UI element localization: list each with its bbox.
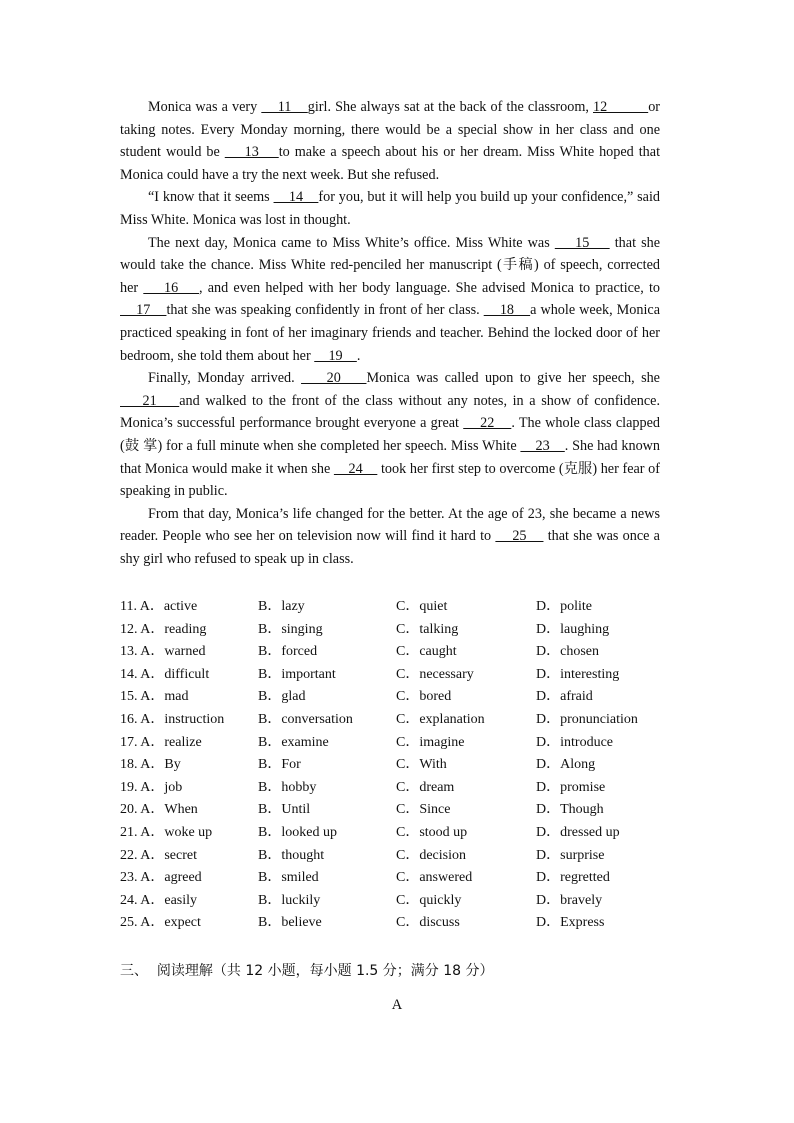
option-row bbox=[120, 754, 680, 777]
option-letter: B． bbox=[258, 666, 282, 682]
blank-17: 17 bbox=[120, 302, 167, 319]
option-b bbox=[258, 799, 396, 822]
option-d bbox=[536, 754, 676, 777]
option-text: active bbox=[163, 599, 198, 614]
option-row bbox=[120, 867, 680, 890]
option-a bbox=[120, 619, 258, 642]
option-letter: B． bbox=[258, 802, 282, 818]
question-number: 11. bbox=[120, 599, 137, 614]
blank-24: 24 bbox=[333, 460, 378, 477]
option-letter: A． bbox=[140, 757, 165, 773]
option-letter: B． bbox=[258, 824, 282, 840]
option-letter: C． bbox=[396, 779, 420, 795]
option-letter: A． bbox=[140, 824, 165, 840]
option-c bbox=[396, 732, 536, 755]
option-letter: D． bbox=[536, 779, 561, 795]
option-text: looked up bbox=[281, 824, 337, 840]
option-text: glad bbox=[281, 689, 306, 705]
option-b bbox=[258, 596, 396, 619]
paragraph-1: Monica was a very 11 girl. She always sat at the back of the classroom, 12 or taking notes. Every Monday morning, there would be a special show in her class and one student would be 13 to make a speech about his or her dream. Miss White hoped that Monica could have a try the next week. But she refused. bbox=[120, 99, 661, 183]
option-a bbox=[120, 867, 258, 890]
blank-22: 22 bbox=[463, 415, 512, 432]
option-letter: B． bbox=[258, 644, 282, 660]
option-text: hobby bbox=[281, 779, 317, 795]
option-text: introduce bbox=[560, 734, 613, 750]
option-text: important bbox=[281, 666, 336, 682]
option-a bbox=[120, 890, 258, 913]
option-c bbox=[396, 912, 536, 935]
option-letter: D． bbox=[536, 824, 561, 840]
option-b bbox=[258, 664, 396, 687]
option-text: By bbox=[164, 757, 181, 773]
option-a bbox=[120, 596, 258, 619]
option-d bbox=[536, 822, 676, 845]
option-text: quiet bbox=[419, 599, 448, 614]
question-number: 24. bbox=[120, 892, 138, 908]
option-text: luckily bbox=[281, 892, 321, 908]
option-letter: B． bbox=[258, 734, 282, 750]
option-b bbox=[258, 777, 396, 800]
option-d bbox=[536, 867, 676, 890]
question-number: 16. bbox=[120, 711, 138, 727]
option-text: quickly bbox=[419, 892, 462, 908]
option-letter: B． bbox=[258, 870, 282, 886]
option-text: answered bbox=[419, 870, 473, 886]
option-b bbox=[258, 822, 396, 845]
blank-14: 14 bbox=[273, 189, 319, 206]
option-text: laughing bbox=[560, 621, 610, 637]
option-c bbox=[396, 596, 536, 619]
option-text: dressed up bbox=[560, 824, 620, 840]
option-text: chosen bbox=[560, 644, 600, 660]
option-letter: B． bbox=[258, 757, 282, 773]
option-letter: C． bbox=[396, 870, 420, 886]
question-number: 23. bbox=[120, 870, 138, 886]
cloze-passage bbox=[120, 96, 660, 570]
option-c bbox=[396, 867, 536, 890]
option-text: believe bbox=[281, 915, 322, 931]
blank-18: 18 bbox=[483, 302, 531, 319]
option-d bbox=[536, 799, 676, 822]
option-letter: D． bbox=[536, 599, 561, 614]
option-text: thought bbox=[281, 847, 325, 863]
option-b bbox=[258, 912, 396, 935]
question-number: 15. bbox=[120, 689, 138, 705]
option-letter: C． bbox=[396, 689, 420, 705]
paragraph-3: The next day, Monica came to Miss White’s office. Miss White was 15 that she would take the chance. Miss White red-penciled her manuscript (手稿) of speech, corrected her 16 , and even helped with her body language. She advised Monica to practice, to 17 that she was speaking confidently in front of her class. 18 a whole week, Monica practiced speaking in font of her imaginary friends and teacher. Behind the locked door of her bedroom, she told them about her 19 . bbox=[120, 234, 661, 364]
option-a bbox=[120, 822, 258, 845]
option-c bbox=[396, 822, 536, 845]
option-b bbox=[258, 890, 396, 913]
option-text: dream bbox=[419, 779, 455, 795]
option-text: Though bbox=[560, 802, 604, 818]
option-text: bored bbox=[419, 689, 452, 705]
option-letter: B． bbox=[258, 689, 282, 705]
option-text: expect bbox=[164, 915, 201, 931]
option-text: difficult bbox=[164, 666, 210, 682]
option-letter: D． bbox=[536, 757, 561, 773]
option-text: stood up bbox=[419, 824, 468, 840]
option-d bbox=[536, 732, 676, 755]
option-text: When bbox=[164, 802, 198, 818]
option-c bbox=[396, 754, 536, 777]
option-c bbox=[396, 619, 536, 642]
option-text: pronunciation bbox=[560, 711, 638, 727]
option-letter: A． bbox=[140, 870, 165, 886]
option-text: promise bbox=[560, 779, 606, 795]
option-text: easily bbox=[164, 892, 198, 908]
option-d bbox=[536, 709, 676, 732]
option-letter: D． bbox=[536, 802, 561, 818]
option-c bbox=[396, 777, 536, 800]
option-row bbox=[120, 709, 680, 732]
option-d bbox=[536, 777, 676, 800]
option-d bbox=[536, 845, 676, 868]
option-row bbox=[120, 619, 680, 642]
option-row bbox=[120, 732, 680, 755]
option-a bbox=[120, 799, 258, 822]
option-letter: A． bbox=[140, 802, 165, 818]
option-row bbox=[120, 664, 680, 687]
option-c bbox=[396, 845, 536, 868]
option-d bbox=[536, 596, 676, 619]
option-letter: B． bbox=[258, 915, 282, 931]
blank-25: 25 bbox=[495, 528, 544, 545]
option-letter: C． bbox=[396, 824, 420, 840]
option-d bbox=[536, 686, 676, 709]
option-text: reading bbox=[164, 621, 207, 637]
option-text: discuss bbox=[419, 915, 460, 931]
option-text: conversation bbox=[281, 711, 353, 727]
option-letter: A． bbox=[140, 779, 165, 795]
option-b bbox=[258, 686, 396, 709]
option-d bbox=[536, 890, 676, 913]
option-text: regretted bbox=[560, 870, 610, 886]
option-letter: C． bbox=[396, 802, 420, 818]
option-letter: C． bbox=[396, 734, 420, 750]
option-row bbox=[120, 845, 680, 868]
option-letter: B． bbox=[258, 711, 282, 727]
option-letter: C． bbox=[396, 915, 420, 931]
option-text: afraid bbox=[560, 689, 593, 705]
question-number: 14. bbox=[120, 666, 138, 682]
answer-options bbox=[120, 596, 680, 935]
blank-13: 13 bbox=[224, 144, 279, 161]
section-heading: 三、 阅读理解（共 12 小题，每小题 1.5 分；满分 18 分） bbox=[120, 963, 494, 979]
option-letter: D． bbox=[536, 870, 561, 886]
option-a bbox=[120, 664, 258, 687]
option-letter: B． bbox=[258, 892, 282, 908]
blank-11: 11 bbox=[261, 99, 308, 115]
option-text: imagine bbox=[419, 734, 465, 750]
blank-19: 19 bbox=[314, 347, 357, 364]
option-c bbox=[396, 686, 536, 709]
option-letter: D． bbox=[536, 644, 561, 660]
option-row bbox=[120, 890, 680, 913]
option-text: lazy bbox=[281, 599, 305, 614]
option-letter: A． bbox=[140, 711, 165, 727]
option-letter: D． bbox=[536, 734, 561, 750]
paragraph-2: “I know that it seems 14 for you, but it will help you build up your confidence,” said Miss White. Monica was lost in thought. bbox=[120, 189, 660, 228]
question-number: 20. bbox=[120, 802, 138, 818]
blank-15: 15 bbox=[554, 234, 610, 251]
option-a bbox=[120, 641, 258, 664]
option-a bbox=[120, 709, 258, 732]
option-letter: D． bbox=[536, 689, 561, 705]
option-b bbox=[258, 732, 396, 755]
option-row bbox=[120, 799, 680, 822]
option-c bbox=[396, 709, 536, 732]
option-letter: C． bbox=[396, 644, 420, 660]
option-letter: A． bbox=[139, 599, 164, 614]
option-text: Until bbox=[281, 802, 311, 818]
option-text: secret bbox=[164, 847, 198, 863]
option-letter: D． bbox=[536, 915, 561, 931]
option-text: instruction bbox=[164, 711, 225, 727]
option-text: Since bbox=[419, 802, 451, 818]
option-letter: A． bbox=[140, 644, 165, 660]
question-number: 12. bbox=[120, 621, 138, 637]
option-text: Express bbox=[560, 915, 605, 931]
option-letter: A． bbox=[140, 734, 165, 750]
option-text: Along bbox=[560, 757, 596, 773]
option-row bbox=[120, 822, 680, 845]
option-text: explanation bbox=[419, 711, 485, 727]
option-letter: B． bbox=[258, 599, 282, 614]
option-b bbox=[258, 867, 396, 890]
option-letter: A． bbox=[140, 666, 165, 682]
option-row bbox=[120, 686, 680, 709]
option-text: talking bbox=[419, 621, 459, 637]
question-number: 25. bbox=[120, 915, 138, 931]
question-number: 19. bbox=[120, 779, 138, 795]
option-d bbox=[536, 619, 676, 642]
option-a bbox=[120, 686, 258, 709]
option-a bbox=[120, 777, 258, 800]
option-row bbox=[120, 777, 680, 800]
option-a bbox=[120, 754, 258, 777]
option-d bbox=[536, 664, 676, 687]
option-letter: C． bbox=[396, 757, 420, 773]
option-row bbox=[120, 641, 680, 664]
passage-label: A bbox=[391, 997, 403, 1013]
option-text: agreed bbox=[164, 870, 202, 886]
option-b bbox=[258, 845, 396, 868]
question-number: 21. bbox=[120, 824, 138, 840]
option-letter: B． bbox=[258, 621, 282, 637]
option-text: For bbox=[281, 757, 301, 773]
option-b bbox=[258, 754, 396, 777]
option-letter: D． bbox=[536, 892, 561, 908]
option-text: caught bbox=[419, 644, 457, 660]
option-text: warned bbox=[164, 644, 206, 660]
question-number: 22. bbox=[120, 847, 138, 863]
option-b bbox=[258, 641, 396, 664]
option-text: realize bbox=[164, 734, 202, 750]
option-text: examine bbox=[281, 734, 329, 750]
option-letter: C． bbox=[396, 892, 420, 908]
option-c bbox=[396, 799, 536, 822]
option-text: With bbox=[419, 757, 447, 773]
question-number: 18. bbox=[120, 757, 138, 773]
option-letter: C． bbox=[396, 847, 420, 863]
option-text: job bbox=[164, 779, 183, 795]
option-letter: A． bbox=[140, 689, 165, 705]
option-letter: D． bbox=[536, 621, 561, 637]
option-text: polite bbox=[560, 599, 593, 614]
option-letter: C． bbox=[396, 666, 420, 682]
option-text: forced bbox=[281, 644, 318, 660]
option-text: necessary bbox=[419, 666, 474, 682]
option-c bbox=[396, 664, 536, 687]
option-letter: C． bbox=[396, 621, 420, 637]
option-a bbox=[120, 912, 258, 935]
paragraph-4: Finally, Monday arrived. 20 Monica was called upon to give her speech, she 21 and walked to the front of the class without any notes, in a show of confidence. Monica’s successful performance brought everyone a great 22 . The whole class clapped (鼓 掌) for a full minute when she completed her speech. Miss White 23 . She had known that Monica would make it when she 24 took her first step to overcome (克服) her fear of speaking in public. bbox=[120, 370, 661, 500]
option-letter: A． bbox=[140, 915, 165, 931]
blank-16: 16 bbox=[143, 279, 199, 296]
option-row bbox=[120, 596, 680, 619]
paragraph-5: From that day, Monica’s life changed for the better. At the age of 23, she became a news reader. People who see her on television now will find it hard to 25 that she was once a shy girl who refused to speak up in class. bbox=[120, 505, 660, 567]
blank-20: 20 bbox=[301, 370, 367, 387]
option-letter: A． bbox=[140, 621, 165, 637]
option-a bbox=[120, 732, 258, 755]
option-b bbox=[258, 709, 396, 732]
option-text: singing bbox=[281, 621, 323, 637]
option-row bbox=[120, 912, 680, 935]
option-letter: B． bbox=[258, 779, 282, 795]
option-letter: D． bbox=[536, 711, 561, 727]
option-letter: C． bbox=[396, 711, 420, 727]
option-letter: C． bbox=[396, 599, 420, 614]
question-number: 13. bbox=[120, 644, 138, 660]
option-a bbox=[120, 845, 258, 868]
option-c bbox=[396, 641, 536, 664]
blank-23: 23 bbox=[520, 437, 565, 454]
option-text: decision bbox=[419, 847, 466, 863]
option-text: surprise bbox=[560, 847, 605, 863]
option-letter: B． bbox=[258, 847, 282, 863]
option-text: mad bbox=[164, 689, 189, 705]
option-letter: A． bbox=[140, 892, 165, 908]
option-text: smiled bbox=[281, 870, 319, 886]
option-text: interesting bbox=[560, 666, 620, 682]
question-number: 17. bbox=[120, 734, 138, 750]
option-letter: A． bbox=[140, 847, 165, 863]
option-c bbox=[396, 890, 536, 913]
option-text: bravely bbox=[560, 892, 603, 908]
blank-21: 21 bbox=[120, 392, 180, 409]
option-b bbox=[258, 619, 396, 642]
option-d bbox=[536, 641, 676, 664]
option-letter: D． bbox=[536, 847, 561, 863]
option-text: woke up bbox=[164, 824, 213, 840]
option-d bbox=[536, 912, 676, 935]
option-letter: D． bbox=[536, 666, 561, 682]
blank-12: 12 bbox=[593, 99, 649, 115]
